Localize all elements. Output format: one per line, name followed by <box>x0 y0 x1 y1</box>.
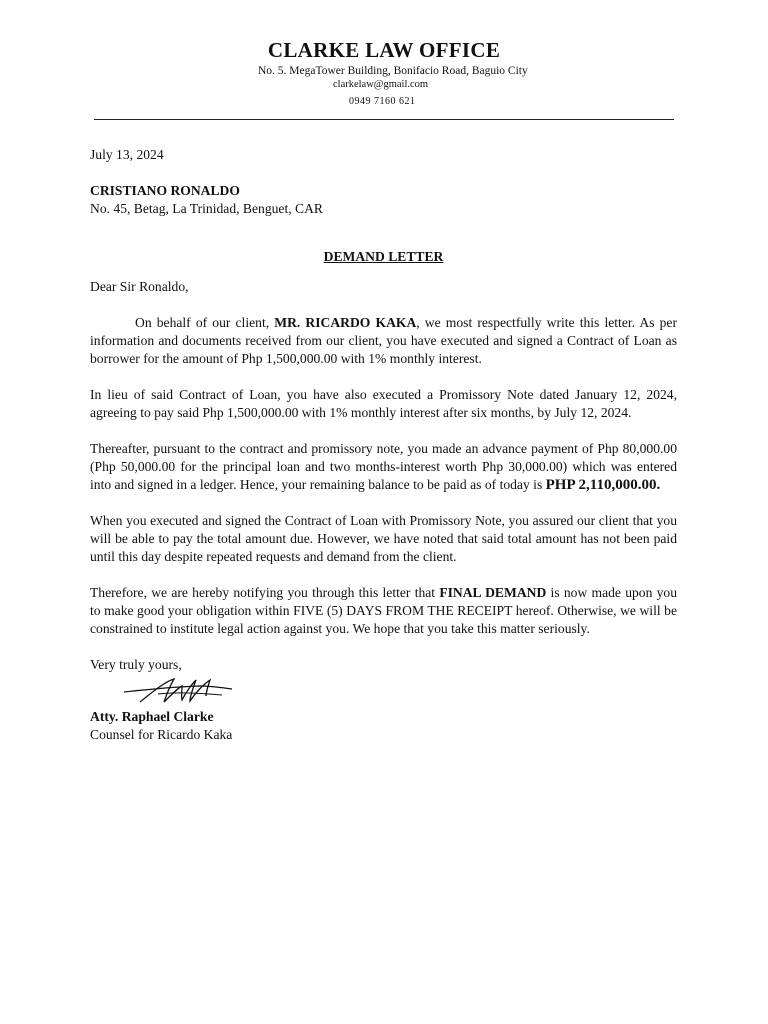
signer-title: Counsel for Ricardo Kaka <box>90 727 233 742</box>
paragraph-2: In lieu of said Contract of Loan, you have also executed a Promissory Note dated January 12, 2024, agreeing to pay said Php 1,500,000.00 with 1% monthly interest after six months, by July 12, 2024. <box>90 387 677 420</box>
closing: Very truly yours, <box>90 657 182 672</box>
salutation: Dear Sir Ronaldo, <box>90 279 189 294</box>
signer-name: Atty. Raphael Clarke <box>90 709 214 724</box>
client-name: MR. RICARDO KAKA <box>274 315 417 330</box>
paragraph-5 <box>90 584 677 638</box>
firm-email: clarkelaw@gmail.com <box>333 79 429 90</box>
paragraph-5-rest: is now made upon you to make good your obligation within FIVE (5) DAYS FROM THE RECEIPT hereof. Otherwise, we will be constrained to institute legal action against you. We hope that you take this matter seriously. <box>90 585 678 636</box>
firm-name: CLARKE LAW OFFICE <box>267 38 501 62</box>
remaining-balance: PHP 2,110,000.00. <box>545 477 661 493</box>
letter-date: July 13, 2024 <box>90 147 164 162</box>
signature-area <box>90 674 677 708</box>
recipient-address: No. 45, Betag, La Trinidad, Benguet, CAR <box>90 201 323 216</box>
paragraph-1-rest: , we most respectfully write this letter. As per information and documents received from our client, you have executed and signed a Contract of Loan as borrower for the amount of Php 1,500,000.00 with 1% monthly interest. <box>90 315 677 366</box>
paragraph-4: When you executed and signed the Contract of Loan with Promissory Note, you assured our client that you will be able to pay the total amount due. However, we have noted that said total amount has not been paid until this day despite repeated requests and demand from the client. <box>90 513 677 564</box>
paragraph-1-lead: On behalf of our client, <box>135 315 275 330</box>
paragraph-1 <box>90 314 677 368</box>
firm-phone: 0949 7160 621 <box>349 96 416 107</box>
letterhead-divider <box>94 119 674 120</box>
paragraph-5-lead: Therefore, we are hereby notifying you through this letter that <box>90 585 440 600</box>
handwritten-signature <box>120 674 235 708</box>
letter-body <box>90 146 677 744</box>
recipient-block <box>90 182 677 218</box>
letter-subject: DEMAND LETTER <box>323 249 444 264</box>
paragraph-3 <box>90 440 677 494</box>
paragraph-3-lead: Thereafter, pursuant to the contract and promissory note, you made an advance payment of Php 80,000.00 (Php 50,000.00 for the principal loan and two months-interest worth Php 30,000.00) which was entered into and signed in a ledger. Hence, your remaining balance to be paid as of today is <box>90 441 677 492</box>
final-demand: FINAL DEMAND <box>439 585 547 600</box>
recipient-name: CRISTIANO RONALDO <box>90 183 240 198</box>
firm-address: No. 5. MegaTower Building, Bonifacio Road, Baguio City <box>258 65 528 77</box>
